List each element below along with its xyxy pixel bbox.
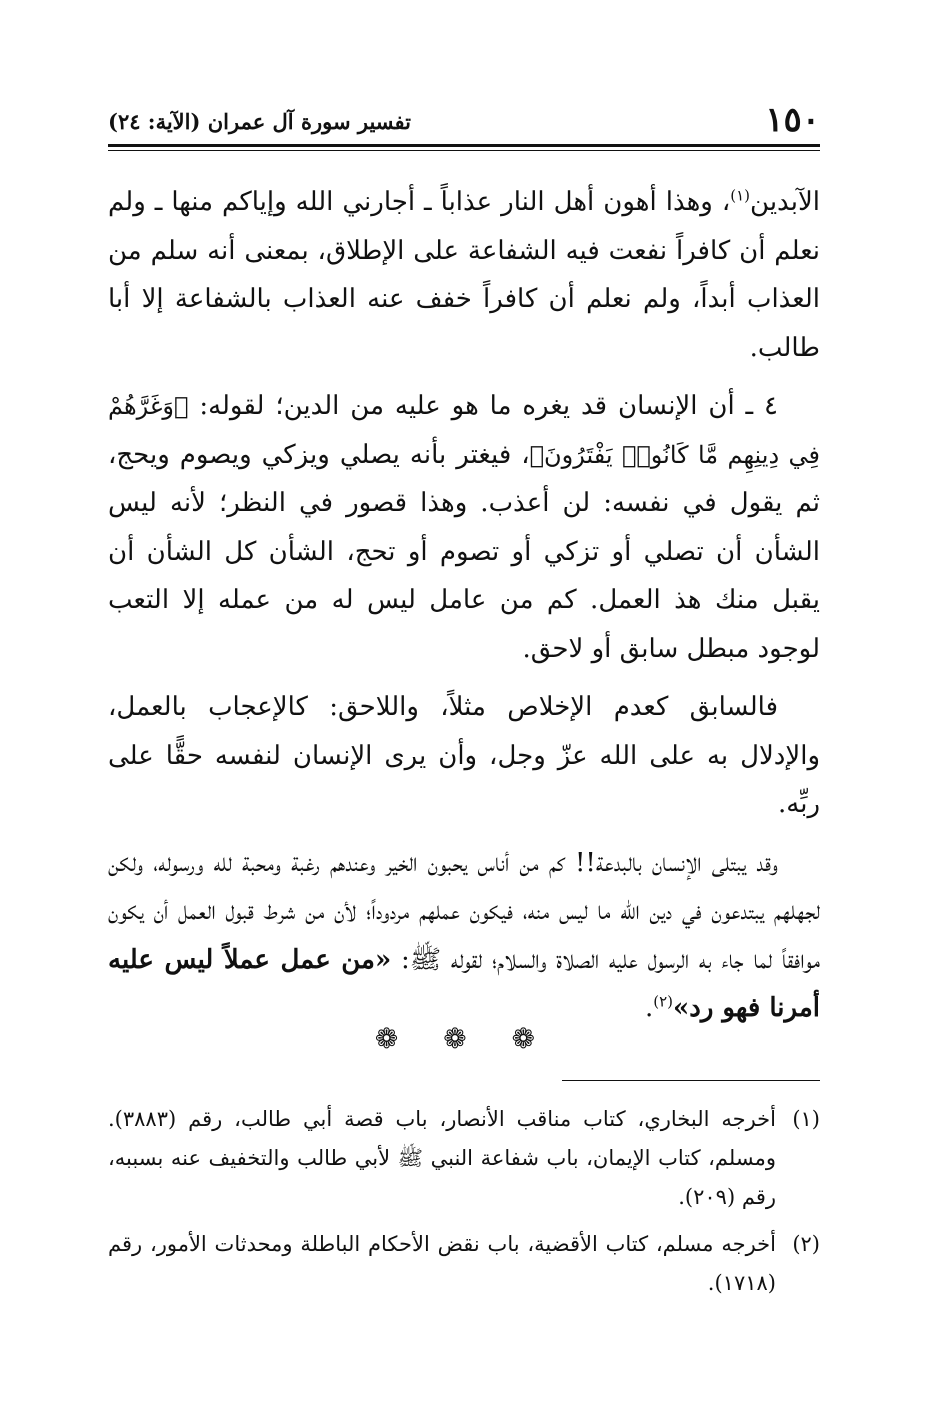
paragraph-1-start: الآبدين (750, 187, 820, 217)
hadith-quote: «من عمل عملاً ليس عليه أمرنا فهو رد» (108, 944, 820, 1023)
footnote-ref-1[interactable]: (١) (730, 186, 751, 205)
paragraph-2-rest: ، فيغتر بأنه يصلي ويزكي ويصوم ويحج، ثم يقول في نفسه: لن أعذب. وهذا قصور في النظر؛ لأنه ليس الشأن أن تصلي أو تزكي أو تصوم أو تحج، الشأن كل الشأن أن يقبل منك هذ العمل. كم من عامل ليس له من عمله إلا التعب لوجود مبطل سابق أو لاحق. (108, 439, 820, 664)
running-title: تفسير سورة آل عمران (الآية: ٢٤) (108, 109, 411, 134)
paragraph-2-start: ٤ ـ أن الإنسان قد يغره ما هو عليه من الدين؛ لقوله: (199, 391, 779, 421)
paragraph-4-start: وقد يبتلى الإنسان بالبدعة!! كم من أناس يحبون الخير وعندهم رغبة ومحبة لله ورسوله، ولكن لجهلهم يبتدعون في دين الله ما ليس منه، فيكون عملهم مردوداً؛ لأن من شرط قبول العمل أن يكون موافقاً لما جاء به الرسول عليه الصلاة والسلام؛ لقوله ﷺ: (108, 847, 821, 975)
page-header (108, 96, 820, 140)
footnote-number: (١) (792, 1107, 820, 1131)
paragraph-2 (108, 382, 820, 673)
footnote-text: أخرجه مسلم، كتاب الأقضية، باب نقض الأحكام الباطلة ومحدثات الأمور، رقم (١٧١٨). (108, 1232, 776, 1295)
paragraph-4-end: . (644, 993, 654, 1023)
footnotes (108, 1100, 820, 1311)
quran-verse: ﴿وَغَرَّهُمْ فِي دِينِهِم مَّا كَانُوا۟ يَفْتَرُونَ﴾ (108, 392, 820, 469)
body-text (108, 178, 820, 1043)
footnote-number: (٢) (792, 1232, 820, 1256)
header-rule-thin (108, 150, 820, 151)
footnote-1 (108, 1100, 820, 1217)
paragraph-1 (108, 178, 820, 372)
footnote-ref-2[interactable]: (٢) (653, 992, 673, 1011)
footnote-2 (108, 1225, 820, 1303)
paragraph-4 (108, 839, 820, 1033)
page-number: ١٥٠ (765, 100, 820, 140)
section-ornament: ❁ ❁ ❁ (374, 1022, 554, 1055)
footnote-separator (562, 1080, 820, 1081)
paragraph-3: فالسابق كعدم الإخلاص مثلاً، واللاحق: كالإعجاب بالعمل، والإدلال به على الله عزّ وجل، وأن يرى الإنسان لنفسه حقًّا على ربِّه. (108, 692, 820, 819)
footnote-text: أخرجه البخاري، كتاب مناقب الأنصار، باب قصة أبي طالب، رقم (٣٨٨٣). ومسلم، كتاب الإيمان، باب شفاعة النبي ﷺ لأبي طالب والتخفيف عنه بسببه، رقم (٢٠٩). (108, 1107, 776, 1209)
header-rule-thick (108, 144, 820, 147)
paragraph-1-rest: ، وهذا أهون أهل النار عذاباً ـ أجارني الله وإياكم منها ـ ولم نعلم أن كافراً نفعت فيه الشفاعة على الإطلاق، بمعنى أنه سلم من العذاب أبداً، ولم نعلم أن كافراً خفف عنه العذاب بالشفاعة إلا أبا طالب. (108, 187, 820, 363)
